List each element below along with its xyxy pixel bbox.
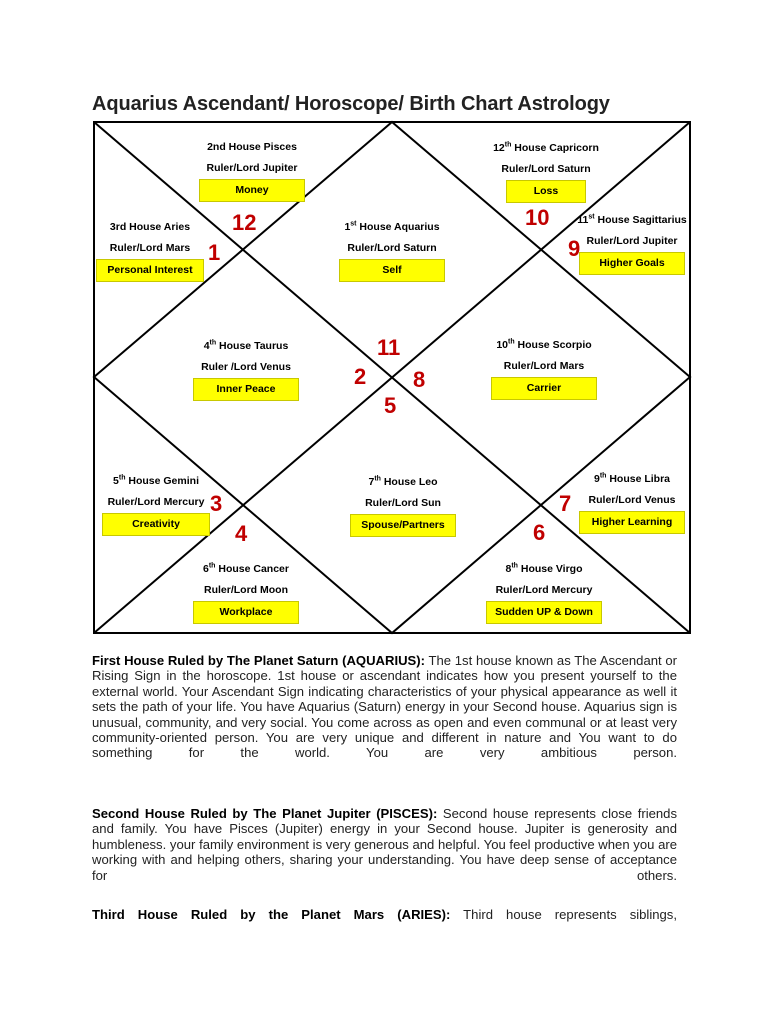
first-house-heading: First House Ruled by The Planet Saturn (AQUARIUS): [92, 653, 426, 668]
house-6-meaning: Workplace [193, 601, 299, 624]
house-1-label: 1st House Aquarius Ruler/Lord Saturn Self [334, 217, 450, 282]
sign-number-10: 10 [525, 205, 550, 230]
sign-number-3: 3 [210, 491, 223, 516]
third-house-heading: Third House Ruled by the Planet Mars (ARIES): [92, 907, 451, 922]
sign-number-5: 5 [384, 393, 397, 418]
house-2-label: 2nd House Pisces Ruler/Lord Jupiter Money [190, 137, 314, 202]
house-12-label: 12th House Capricorn Ruler/Lord Saturn Loss [488, 138, 604, 203]
house-10-meaning: Carrier [491, 377, 597, 400]
second-house-paragraph [92, 806, 677, 883]
house-8-meaning: Sudden UP & Down [486, 601, 602, 624]
house-3-label: 3rd House Aries Ruler/Lord Mars Personal Interest [92, 217, 208, 282]
house-8-label: 8th House Virgo Ruler/Lord Mercury Sudden UP & Down [484, 559, 604, 624]
house-1-meaning: Self [339, 259, 445, 282]
house-9-label: 9th House Libra Ruler/Lord Venus Higher Learning [578, 469, 686, 534]
sign-number-8: 8 [413, 367, 426, 392]
house-6-label: 6th House Cancer Ruler/Lord Moon Workplace [190, 559, 302, 624]
first-house-paragraph [92, 653, 677, 761]
house-2-meaning: Money [199, 179, 305, 202]
sign-number-2: 2 [354, 364, 367, 389]
page-title: Aquarius Ascendant/ Horoscope/ Birth Chart Astrology [92, 93, 610, 115]
house-7-label: 7th House Leo Ruler/Lord Sun Spouse/Partners [346, 472, 460, 537]
house-3-meaning: Personal Interest [96, 259, 204, 282]
first-house-text: The 1st house known as The Ascendant or Rising Sign in the horoscope. 1st house or ascendant indicates how you present yourself to the external world. Your Ascendant Sign indicating characteristics of your physical appearance as well it sets the path of your life. You have Aquarius (Saturn) energy in your Second house. Aquarius sign is unusual, community, and very social. You come across as open and even communal or at least very community-oriented person. You are very unique and different in nature and You want to do something for the world. You are very ambitious person. [92, 653, 678, 761]
sign-number-12: 12 [232, 210, 257, 235]
house-7-meaning: Spouse/Partners [350, 514, 456, 537]
house-4-meaning: Inner Peace [193, 378, 299, 401]
house-5-label: 5th House Gemini Ruler/Lord Mercury Creativity [98, 471, 214, 536]
house-12-meaning: Loss [506, 180, 586, 203]
sign-number-6: 6 [533, 520, 546, 545]
house-5-meaning: Creativity [102, 513, 210, 536]
third-house-paragraph [92, 907, 677, 922]
house-9-meaning: Higher Learning [579, 511, 685, 534]
house-4-label: 4th House Taurus Ruler /Lord Venus Inner Peace [190, 336, 302, 401]
second-house-text: Second house represents close friends and family. You have Pisces (Jupiter) energy in your Second house. Jupiter is generosity and humbleness. your family environment is very generous and helpful. You feel productive when you are working with and helping others, sharing your understanding. You have deep sense of acceptance for others. [92, 806, 677, 883]
house-11-label: 11st House Sagittarius Ruler/Lord Jupiter Higher Goals [574, 210, 690, 275]
sign-number-4: 4 [235, 521, 248, 546]
second-house-heading: Second House Ruled by The Planet Jupiter (PISCES): [92, 806, 438, 821]
sign-number-9: 9 [568, 236, 581, 261]
sign-number-7: 7 [559, 491, 572, 516]
house-11-meaning: Higher Goals [579, 252, 685, 275]
third-house-text: Third house represents siblings, [450, 907, 677, 922]
house-10-label: 10th House Scorpio Ruler/Lord Mars Carrier [484, 335, 604, 400]
sign-number-1: 1 [208, 240, 221, 265]
sign-number-11: 11 [377, 335, 401, 360]
